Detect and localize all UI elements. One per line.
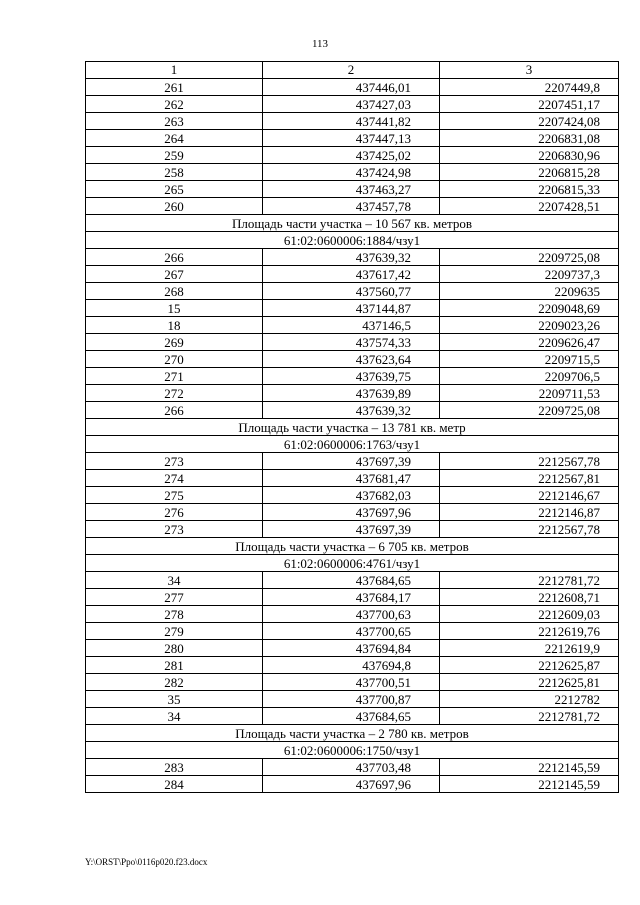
table-row [86, 198, 619, 215]
y-coordinate-cell: 2212567,78 [440, 521, 619, 538]
table-row [86, 130, 619, 147]
y-coordinate-cell: 2212619,76 [440, 623, 619, 640]
section-note: Площадь части участка – 13 781 кв. метр [86, 419, 619, 436]
x-coordinate-cell: 437639,75 [263, 368, 440, 385]
point-number-cell: 267 [86, 266, 263, 283]
section-note: 61:02:0600006:1884/чзу1 [86, 232, 619, 249]
x-coordinate-cell: 437560,77 [263, 283, 440, 300]
column-header-x: 2 [263, 62, 440, 79]
table-row [86, 487, 619, 504]
point-number-cell: 259 [86, 147, 263, 164]
x-coordinate-cell: 437700,65 [263, 623, 440, 640]
y-coordinate-cell: 2212609,03 [440, 606, 619, 623]
x-coordinate-cell: 437146,5 [263, 317, 440, 334]
y-coordinate-cell: 2212781,72 [440, 708, 619, 725]
point-number-cell: 34 [86, 572, 263, 589]
y-coordinate-cell: 2212567,78 [440, 453, 619, 470]
table-row [86, 385, 619, 402]
x-coordinate-cell: 437697,39 [263, 521, 440, 538]
table-row [86, 96, 619, 113]
table-row [86, 402, 619, 419]
y-coordinate-cell: 2206830,96 [440, 147, 619, 164]
y-coordinate-cell: 2212782 [440, 691, 619, 708]
y-coordinate-cell: 2212619,9 [440, 640, 619, 657]
table-note-row [86, 742, 619, 759]
table-note-row [86, 436, 619, 453]
section-note: 61:02:0600006:1763/чзу1 [86, 436, 619, 453]
y-coordinate-cell: 2212625,81 [440, 674, 619, 691]
x-coordinate-cell: 437639,89 [263, 385, 440, 402]
file-path-footer: Y:\ORST\Ppo\0116p020.f23.docx [85, 857, 208, 867]
x-coordinate-cell: 437700,63 [263, 606, 440, 623]
table-note-row [86, 538, 619, 555]
y-coordinate-cell: 2212781,72 [440, 572, 619, 589]
point-number-cell: 273 [86, 521, 263, 538]
x-coordinate-cell: 437441,82 [263, 113, 440, 130]
table-row [86, 674, 619, 691]
y-coordinate-cell: 2209711,53 [440, 385, 619, 402]
point-number-cell: 274 [86, 470, 263, 487]
x-coordinate-cell: 437144,87 [263, 300, 440, 317]
table-row [86, 521, 619, 538]
table-row [86, 147, 619, 164]
point-number-cell: 283 [86, 759, 263, 776]
y-coordinate-cell: 2212145,59 [440, 759, 619, 776]
y-coordinate-cell: 2209023,26 [440, 317, 619, 334]
x-coordinate-cell: 437457,78 [263, 198, 440, 215]
point-number-cell: 282 [86, 674, 263, 691]
point-number-cell: 258 [86, 164, 263, 181]
point-number-cell: 272 [86, 385, 263, 402]
table-row [86, 249, 619, 266]
table-row [86, 181, 619, 198]
y-coordinate-cell: 2209725,08 [440, 249, 619, 266]
table-row [86, 453, 619, 470]
point-number-cell: 261 [86, 79, 263, 96]
x-coordinate-cell: 437684,65 [263, 708, 440, 725]
point-number-cell: 271 [86, 368, 263, 385]
x-coordinate-cell: 437463,27 [263, 181, 440, 198]
table-row [86, 572, 619, 589]
point-number-cell: 263 [86, 113, 263, 130]
table-row [86, 113, 619, 130]
point-number-cell: 260 [86, 198, 263, 215]
table-row [86, 504, 619, 521]
table-note-row [86, 215, 619, 232]
point-number-cell: 279 [86, 623, 263, 640]
y-coordinate-cell: 2207424,08 [440, 113, 619, 130]
x-coordinate-cell: 437700,51 [263, 674, 440, 691]
table-row [86, 300, 619, 317]
table-row [86, 657, 619, 674]
point-number-cell: 270 [86, 351, 263, 368]
x-coordinate-cell: 437700,87 [263, 691, 440, 708]
y-coordinate-cell: 2206815,33 [440, 181, 619, 198]
table-row [86, 368, 619, 385]
y-coordinate-cell: 2209626,47 [440, 334, 619, 351]
column-header-y: 3 [440, 62, 619, 79]
x-coordinate-cell: 437446,01 [263, 79, 440, 96]
point-number-cell: 34 [86, 708, 263, 725]
coordinates-table-body [86, 62, 619, 793]
x-coordinate-cell: 437703,48 [263, 759, 440, 776]
page-number: 113 [311, 38, 329, 50]
y-coordinate-cell: 2212608,71 [440, 589, 619, 606]
y-coordinate-cell: 2207449,8 [440, 79, 619, 96]
table-row [86, 640, 619, 657]
table-row [86, 334, 619, 351]
point-number-cell: 262 [86, 96, 263, 113]
table-row [86, 759, 619, 776]
x-coordinate-cell: 437639,32 [263, 249, 440, 266]
y-coordinate-cell: 2209737,3 [440, 266, 619, 283]
y-coordinate-cell: 2209635 [440, 283, 619, 300]
point-number-cell: 266 [86, 402, 263, 419]
table-row [86, 691, 619, 708]
point-number-cell: 266 [86, 249, 263, 266]
x-coordinate-cell: 437424,98 [263, 164, 440, 181]
point-number-cell: 275 [86, 487, 263, 504]
point-number-cell: 284 [86, 776, 263, 793]
table-note-row [86, 725, 619, 742]
table-row [86, 283, 619, 300]
table-note-row [86, 555, 619, 572]
y-coordinate-cell: 2212146,67 [440, 487, 619, 504]
table-row [86, 351, 619, 368]
x-coordinate-cell: 437681,47 [263, 470, 440, 487]
table-row [86, 776, 619, 793]
table-header-row [86, 62, 619, 79]
point-number-cell: 278 [86, 606, 263, 623]
point-number-cell: 18 [86, 317, 263, 334]
point-number-cell: 15 [86, 300, 263, 317]
point-number-cell: 265 [86, 181, 263, 198]
table-row [86, 589, 619, 606]
x-coordinate-cell: 437697,39 [263, 453, 440, 470]
table-row [86, 79, 619, 96]
x-coordinate-cell: 437425,02 [263, 147, 440, 164]
coordinates-table [85, 61, 619, 793]
x-coordinate-cell: 437447,13 [263, 130, 440, 147]
y-coordinate-cell: 2209725,08 [440, 402, 619, 419]
table-row [86, 317, 619, 334]
section-note: Площадь части участка – 10 567 кв. метров [86, 215, 619, 232]
section-note: 61:02:0600006:1750/чзу1 [86, 742, 619, 759]
table-row [86, 470, 619, 487]
y-coordinate-cell: 2212146,87 [440, 504, 619, 521]
y-coordinate-cell: 2209715,5 [440, 351, 619, 368]
x-coordinate-cell: 437684,65 [263, 572, 440, 589]
y-coordinate-cell: 2212567,81 [440, 470, 619, 487]
point-number-cell: 276 [86, 504, 263, 521]
point-number-cell: 280 [86, 640, 263, 657]
x-coordinate-cell: 437427,03 [263, 96, 440, 113]
point-number-cell: 281 [86, 657, 263, 674]
x-coordinate-cell: 437684,17 [263, 589, 440, 606]
y-coordinate-cell: 2209048,69 [440, 300, 619, 317]
table-row [86, 708, 619, 725]
x-coordinate-cell: 437694,8 [263, 657, 440, 674]
column-header-point: 1 [86, 62, 263, 79]
table-note-row [86, 419, 619, 436]
point-number-cell: 269 [86, 334, 263, 351]
y-coordinate-cell: 2212625,87 [440, 657, 619, 674]
table-row [86, 606, 619, 623]
section-note: Площадь части участка – 2 780 кв. метров [86, 725, 619, 742]
y-coordinate-cell: 2207451,17 [440, 96, 619, 113]
y-coordinate-cell: 2206831,08 [440, 130, 619, 147]
x-coordinate-cell: 437639,32 [263, 402, 440, 419]
table-row [86, 266, 619, 283]
table-row [86, 623, 619, 640]
point-number-cell: 277 [86, 589, 263, 606]
x-coordinate-cell: 437694,84 [263, 640, 440, 657]
x-coordinate-cell: 437682,03 [263, 487, 440, 504]
x-coordinate-cell: 437617,42 [263, 266, 440, 283]
table-row [86, 164, 619, 181]
point-number-cell: 273 [86, 453, 263, 470]
point-number-cell: 268 [86, 283, 263, 300]
y-coordinate-cell: 2206815,28 [440, 164, 619, 181]
y-coordinate-cell: 2212145,59 [440, 776, 619, 793]
y-coordinate-cell: 2207428,51 [440, 198, 619, 215]
table-note-row [86, 232, 619, 249]
x-coordinate-cell: 437697,96 [263, 504, 440, 521]
section-note: 61:02:0600006:4761/чзу1 [86, 555, 619, 572]
y-coordinate-cell: 2209706,5 [440, 368, 619, 385]
section-note: Площадь части участка – 6 705 кв. метров [86, 538, 619, 555]
x-coordinate-cell: 437697,96 [263, 776, 440, 793]
point-number-cell: 35 [86, 691, 263, 708]
x-coordinate-cell: 437574,33 [263, 334, 440, 351]
point-number-cell: 264 [86, 130, 263, 147]
x-coordinate-cell: 437623,64 [263, 351, 440, 368]
